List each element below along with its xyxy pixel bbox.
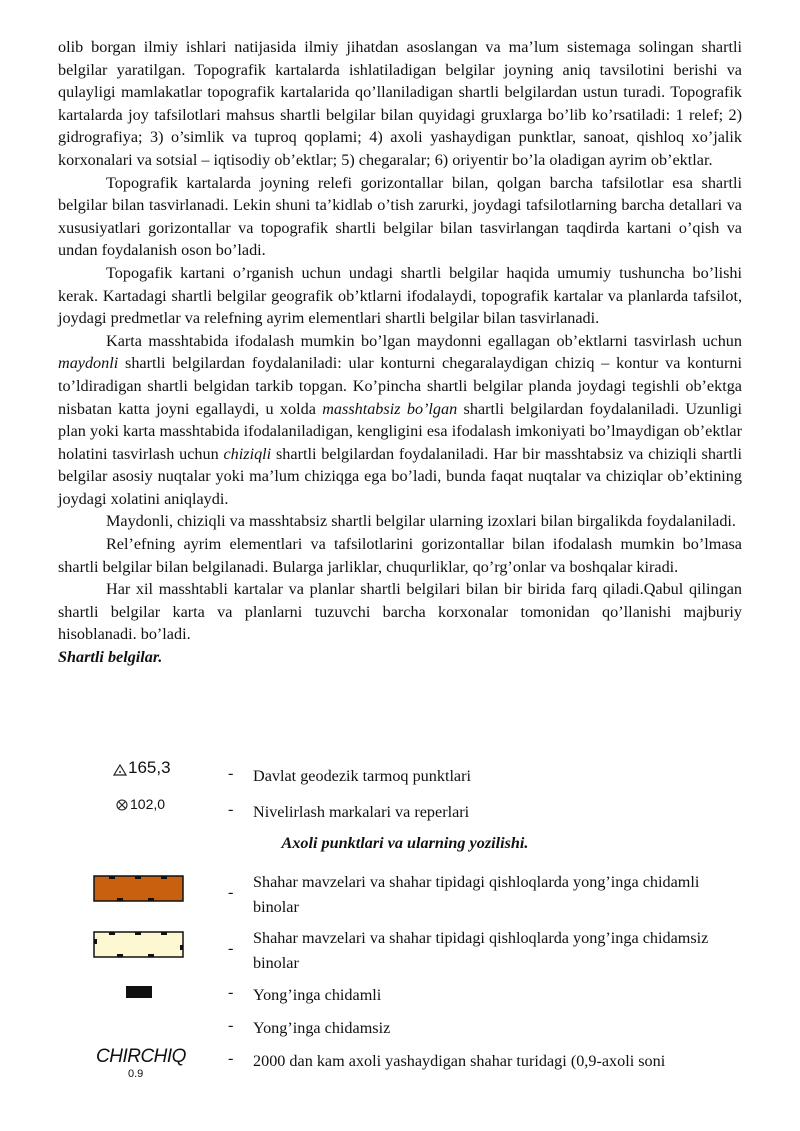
fireproof-block-icon [93,875,184,902]
paragraph-text: shartli belgilardan foydalaniladi: ular konturni chegaralaydigan chiziq – kontur va konturni to’ldiradigan shartli belgidan tarkib topgan. Ko’pincha shartli belgilar planda joydagi tegishli ob’ektga nisbatan katta joyni egallaydi, u xolda [58,354,742,418]
geodetic-point-elevation: 165,3 [128,758,171,777]
paragraph-4 [58,330,742,511]
italic-term: chiziqli [223,444,272,463]
fireproof-building-icon [126,986,152,998]
legend-dash: - [228,1016,234,1034]
legend-description: Nivelirlash markalari va reperlari [253,803,470,821]
paragraph-1 [58,36,742,172]
paragraph-7 [58,578,742,646]
paragraph-text: Har xil masshtabli kartalar va planlar shartli belgilari bilan bir birida farq qiladi.Qabul qilingan shartli belgilar karta va planlarni tuzuvchi barcha korxonalar tomonidan qo’llanishi majburiy hisoblanadi. bo’ladi. [58,580,742,644]
legend-dash: - [228,883,234,901]
italic-term: masshtabsiz bo’lgan [322,399,458,418]
legend-description: 2000 dan kam axoli yashaydigan shahar turidagi (0,9-axoli soni [253,1052,666,1070]
paragraph-text: Topogafik kartani o’rganish uchun undagi shartli belgilar haqida umumiy tushuncha bo’lishi kerak. Kartadagi shartli belgilar geografik ob’ktlarni ifodalaydi, topografik kartalar va planlarda tafsilot, joydagi predmetlar va relefning ayrim elementlari shartli belgilar bilan tasvirlanadi. [58,263,742,328]
fireproof-block-symbol [93,875,184,907]
paragraph-text: olib borgan ilmiy ishlari natijasida ilmiy jihatdan asoslangan va ma’lum sistemaga solingan shartli belgilar yaratilgan. Topografik kartalarda ishlatiladigan belgilar joyning aniq tavsilotini berishi va qulayligi mamlakatlar topografik kartalarida qo’llaniladigan shartli belgilardan ustun turadi. Topografik kartalarda joy tafsilotlari mahsus shartli belgilar bilan quyidagi gruxlarga bo’lib ko’rsatiladi: 1 relef; 2) gidrografiya; 3) o’simlik va tuproq qoplami; 4) axoli yashaydigan punktlar, sanoat, qishloq xo’jalik korxonalari va sotsial – iqtisodiy ob’ektlar; 5) chegaralar; 6) oriyentir bo’la oladigan ayrim ob’ektlar. [58,38,742,169]
paragraph-6 [58,533,742,578]
italic-term: maydonli [58,354,119,373]
triangle-icon [113,764,127,776]
legend-description: Davlat geodezik tarmoq punktlari [253,767,472,785]
benchmark-elevation: 102,0 [130,796,166,812]
paragraph-text: Karta masshtabida ifodalash mumkin bo’lgan maydonni egallagan ob’ektlarni tasvirlash uchun [106,331,742,350]
legend-description: Yong’inga chidamsiz [253,1019,391,1037]
legend-description: Shahar mavzelari va shahar tipidagi qishloqlarda yong’inga chidamli binolar [253,873,700,916]
document-body [58,36,742,669]
paragraph-list [58,36,742,646]
legend-dash: - [228,800,234,818]
circled-cross-icon [116,799,128,811]
nonfireproof-block-symbol [93,931,184,963]
paragraph-text: Rel’efning ayrim elementlari va tafsilotlarini gorizontallar bilan ifodalash mumkin bo’lmasa shartli belgilar bilan belgilanadi. Bularga jarliklar, chuqurliklar, qo’rg’onlar va boshqalar kiradi. [58,535,742,576]
legend-description: Shahar mavzelari va shahar tipidagi qishloqlarda yong’inga chidamsiz binolar [253,929,709,972]
legend-dash: - [228,764,234,782]
paragraph-2 [58,172,742,262]
legend-description: Yong’inga chidamli [253,986,382,1004]
paragraph-text: shartli belgilardan foydalaniladi. Har bir masshtabsiz va chiziqli shartli belgilar asosiy nuqtalar yoki ma’lum chiziqga ega bo’ladi, bunda faqat nuqtalar va chiziqlar ob’ektining joydagi xolatini aniqlaydi. [58,444,742,508]
legend-dash: - [228,939,234,957]
paragraph-text: Maydonli, chiziqli va masshtabsiz shartli belgilar ularning izoxlari bilan birgalikda foydalaniladi. [106,512,736,531]
paragraph-text: shartli belgilardan foydalaniladi. Uzunligi plan yoki karta masshtabida ifodalaniladigan, kengligini esa ifodalash imkoniyati bo’lmaydigan ob’ektlar holatini tasvirlash uchun [58,399,742,463]
town-name: CHIRCHIQ [96,1046,186,1067]
town-population: 0.9 [128,1068,144,1080]
legend-dash: - [228,1049,234,1067]
settlements-title: Axoli punktlari va ularning yozilishi. [281,834,529,852]
paragraph-5 [58,510,742,533]
legend-title: Shartli belgilar. [58,648,163,667]
paragraph-3 [58,262,742,330]
nonfireproof-block-icon [93,931,184,958]
legend-dash: - [228,983,234,1001]
paragraph-text: Topografik kartalarda joyning relefi gorizontallar bilan, qolgan barcha tafsilotlar esa shartli belgilar bilan tasvirlanadi. Lekin shuni ta’kidlab o’tish zarurki, joydagi tafsilotlarning barcha detallari va xususiyatlari gorizontallar va topografik shartli belgilar bilan tasvirlangan taqdirda kartani o’qish va undan foydalanish oson bo’ladi. [58,173,742,260]
